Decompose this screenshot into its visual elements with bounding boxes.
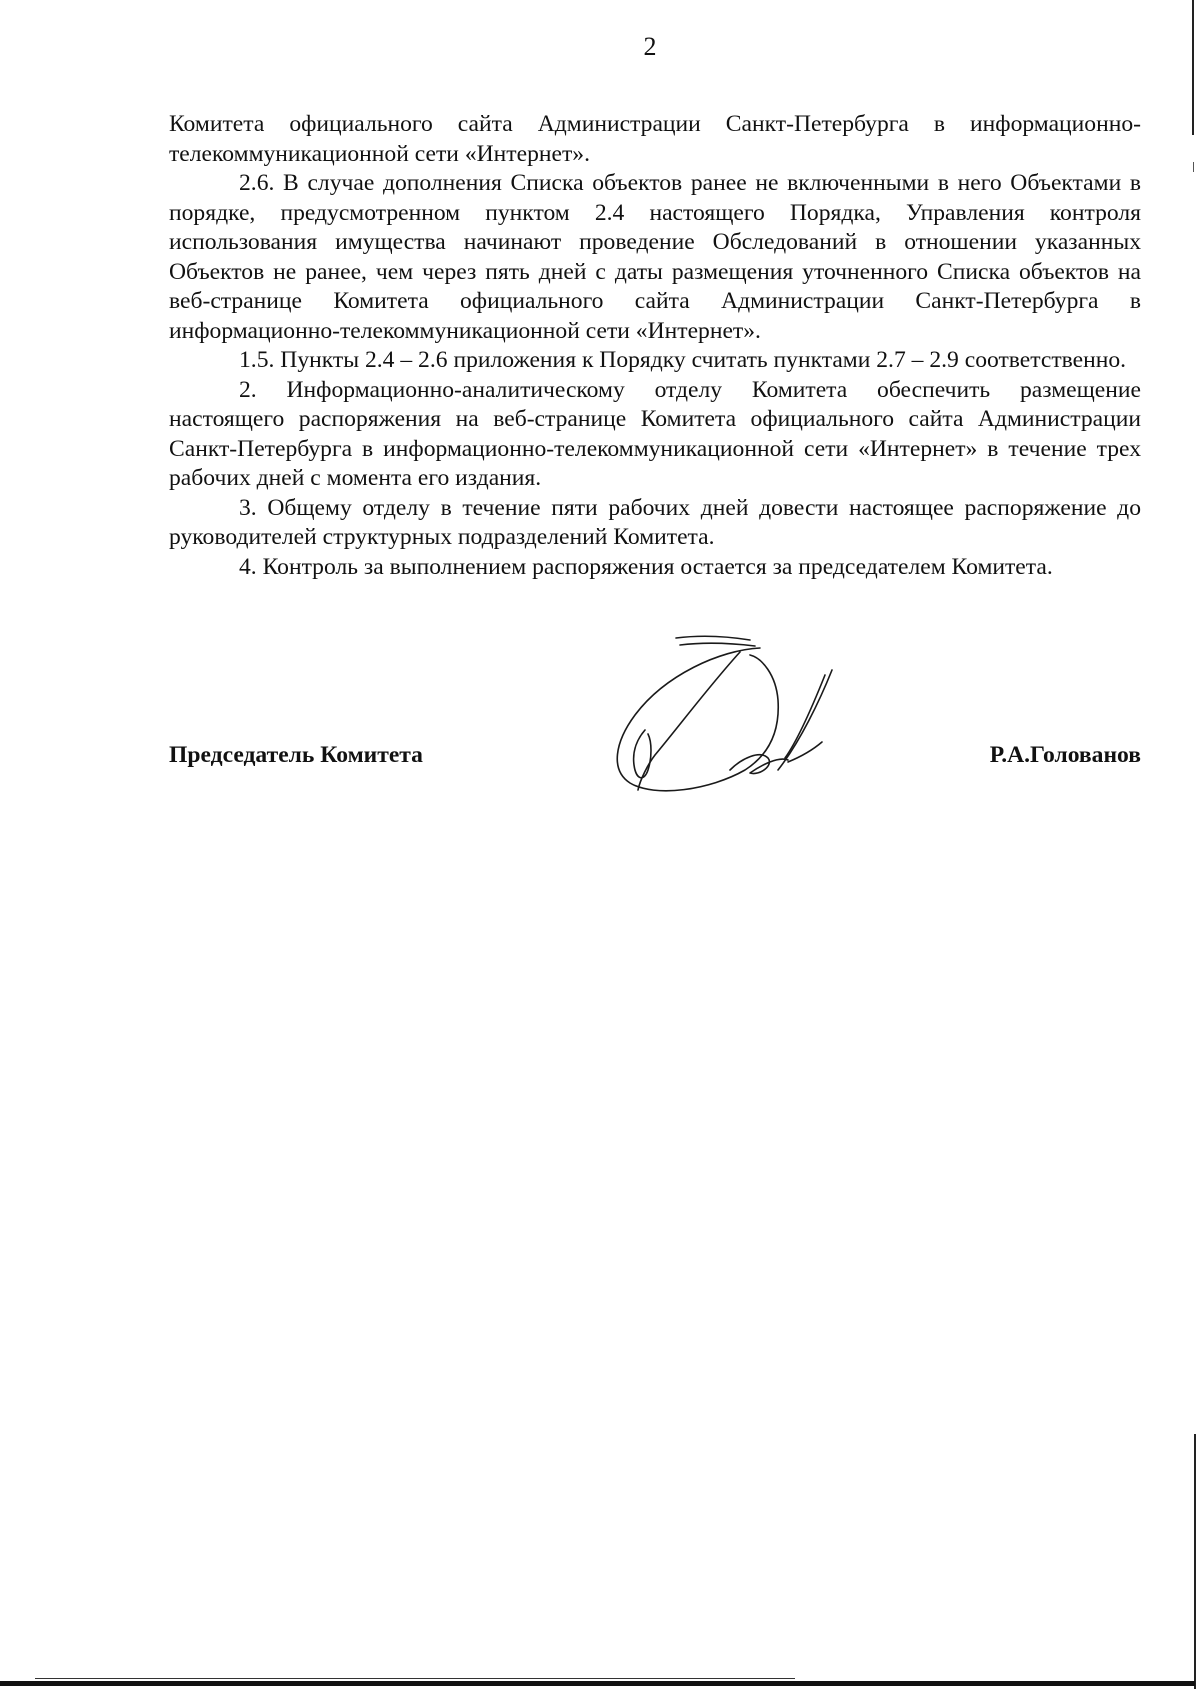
page-number: 2 [643, 32, 657, 61]
scan-bottom-border [0, 1681, 1195, 1686]
position-title: Председатель Комитета [169, 742, 423, 768]
paragraph-continuation: Комитета официального сайта Администрации Санкт-Петербурга в информационно-телекоммуникационной сети «Интернет». [169, 111, 1141, 167]
signatory-name: Р.А.Голованов [989, 742, 1141, 768]
scan-edge-tick [1193, 162, 1194, 172]
scan-bottom-line [35, 1678, 795, 1679]
paragraph-item-3: 3. Общему отделу в течение пяти рабочих дней довести настоящее распоряжение до руководителей структурных подразделений Комитета. [169, 494, 1141, 550]
scan-edge-mark-top [1192, 0, 1194, 135]
handwritten-signature [610, 630, 900, 800]
paragraph-item-4: 4. Контроль за выполнением распоряжения остается за председателем Комитета. [239, 553, 1053, 580]
paragraph-item-2: 2. Информационно-аналитическому отделу Комитета обеспечить размещение настоящего распоряжения на веб-странице Комитета официального сайта Администрации Санкт-Петербурга в информационно-телекоммуникационной сети «Интернет» в течение трех рабочих дней с момента его издания. [169, 376, 1141, 491]
paragraph-1-5: 1.5. Пункты 2.4 – 2.6 приложения к Порядку считать пунктами 2.7 – 2.9 соответственно. [239, 347, 1127, 373]
scan-edge-mark-bottom [1194, 1434, 1196, 1689]
paragraph-2-6: 2.6. В случае дополнения Списка объектов ранее не включенными в него Объектами в порядке, предусмотренном пунктом 2.4 настоящего Порядка, Управления контроля использования имущества начинают проведение Обследований в отношении указанных Объектов не ранее, чем через пять дней с даты размещения уточненного Списка объектов на веб-странице Комитета официального сайта Администрации Санкт-Петербурга в информационно-телекоммуникационной сети «Интернет». [169, 170, 1141, 344]
document-body [169, 110, 1141, 582]
